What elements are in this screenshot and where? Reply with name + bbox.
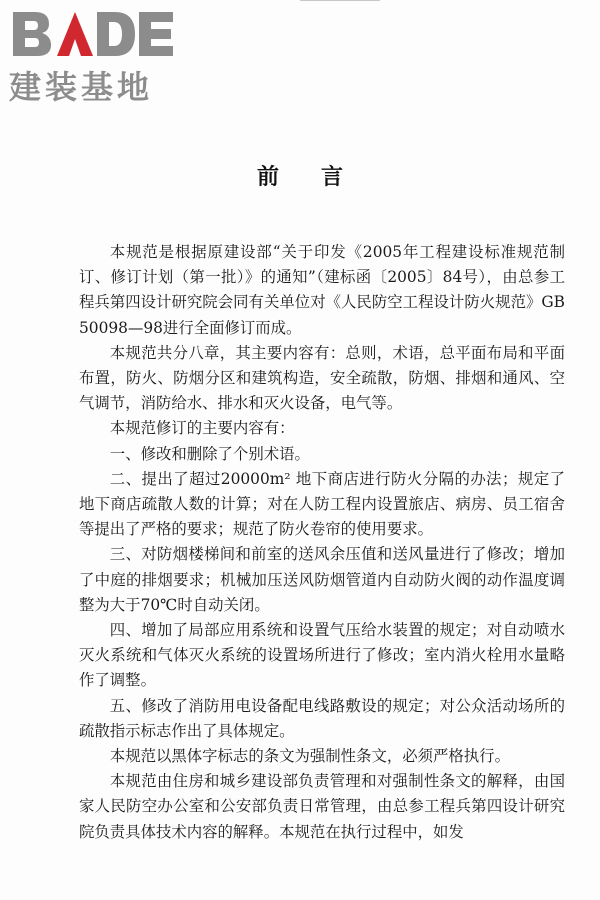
title-char-2: 言 bbox=[321, 165, 344, 190]
paragraph: 本规范修订的主要内容有： bbox=[109, 419, 295, 438]
logo-subtitle: 建装基地 bbox=[9, 68, 154, 106]
title-char-1: 前 bbox=[256, 165, 279, 190]
page-title bbox=[0, 160, 600, 191]
paragraph: 本规范由住房和城乡建设部负责管理和对强制性条文的解释，由国家人民防空办公室和公安部负责日常管理，由总参工程兵第四设计研究院负责具体技术内容的解释。本规范在执行过程中，如发 bbox=[79, 772, 565, 841]
paragraph: 五、修改了消防用电设备配电线路敷设的规定；对公众活动场所的疏散指示标志作出了具体规定。 bbox=[79, 696, 565, 740]
paragraph: 本规范是根据原建设部“关于印发《2005年工程建设标准规范制订、修订计划（第一批）》的通知”（建标函〔2005〕84号），由总参工程兵第四设计研究院会同有关单位对《人民防空工程设计防火规范》GB 50098—98进行全面修订而成。 bbox=[79, 243, 565, 337]
paragraph: 本规范以黑体字标志的条文为强制性条文，必须严格执行。 bbox=[109, 747, 510, 766]
paragraph: 一、修改和删除了个别术语。 bbox=[109, 444, 310, 463]
paragraph: 四、增加了局部应用系统和设置气压给水装置的规定；对自动喷水灭火系统和气体灭火系统的设置场所进行了修改；室内消火栓用水量略作了调整。 bbox=[79, 621, 565, 690]
bade-logo bbox=[9, 6, 179, 106]
document-body bbox=[79, 240, 565, 845]
paragraph: 本规范共分八章，其主要内容有：总则，术语，总平面布局和平面布置，防火、防烟分区和建筑构造，安全疏散，防烟、排烟和通风、空气调节，消防给水、排水和灭火设备，电气等。 bbox=[79, 343, 565, 413]
paragraph: 二、提出了超过20000m² 地下商店进行防火分隔的办法；规定了地下商店疏散人数的计算；对在人防工程内设置旅店、病房、员工宿舍等提出了严格的要求；规范了防火卷帘的使用要求。 bbox=[79, 469, 565, 539]
paragraph: 三、对防烟楼梯间和前室的送风余压值和送风量进行了修改；增加了中庭的排烟要求；机械加压送风防烟管道内自动防火阀的动作温度调整为大于70℃时自动关闭。 bbox=[79, 545, 565, 614]
bade-logo-mark bbox=[9, 6, 179, 62]
scan-edge-line bbox=[300, 0, 380, 1]
